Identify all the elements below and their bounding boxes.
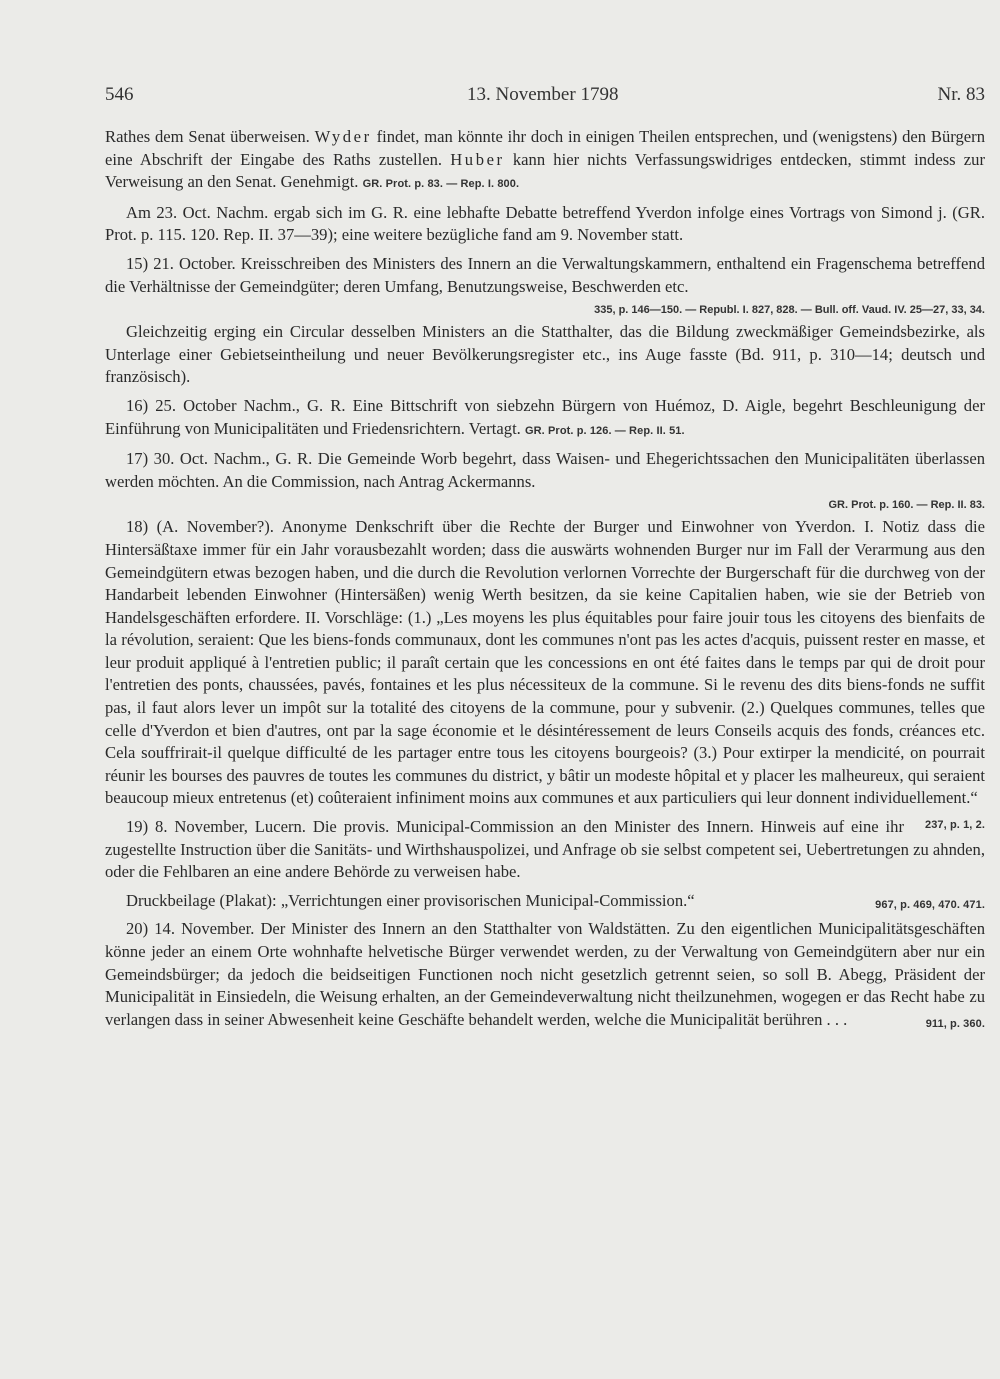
document-body — [105, 126, 985, 1035]
header-date: 13. November 1798 — [467, 84, 619, 105]
paragraph-entry-15: 15) 21. October. Kreisschreiben des Ministers des Innern an die Verwaltungskammern, enthaltend ein Fragenschema betreffend die Verhältnisse der Gemeindgüter; deren Umfang, Benutzungsweise, Beschwerden etc. — [105, 253, 985, 296]
paragraph-entry-19: 19) 8. November, Lucern. Die provis. Municipal-Commission an den Minister des Innern. Hinweis auf eine ihr zugestellte Instruction über die Sanitäts- und Wirthshauspolizei, und Anfrage ob sie selbst competent sei, Uebertretungen zu ahnden, oder die Fehlbaren an eine andere Behörde zu verweisen habe. — [105, 817, 985, 882]
spaced-name: Wyder — [314, 127, 372, 146]
header-document-number: Nr. 83 — [937, 84, 985, 105]
paragraph-entry-16 — [105, 395, 985, 442]
text-run: 16) 25. October Nachm., G. R. Eine Bittschrift von siebzehn Bürgern von Huémoz, D. Aigle, begehrt Beschleunigung der Einführung von Municipalitäten und Friedensrichtern. Vertagt. — [105, 395, 985, 438]
spaced-name: Huber — [450, 149, 505, 169]
source-reference: 967, p. 469, 470. 471. — [875, 898, 985, 911]
text-run: 18) (A. November?). Anonyme Denkschrift über die Rechte der Burger und Einwohner von Yverdon. I. Notiz dass die Hintersäßtaxe immer für ein Jahr vorausbezahlt worden; dass die auswärts wohnenden Burger nur im Fall der Verarmung aus den Gemeindgütern etwas bezogen haben, und die durch die Revolution verlornen Vorrechte der Burgerschaft für die durchweg von der Handarbeit lebenden Einwohner (Hintersäßen) wenig Werth besitzen, da sie keine Capitalien haben, wie sie der Betrieb von Handelsgeschäften erfordere. II. Vorschläge: (1.) „Les moyens les plus équitables pour faire jouir tous les citoyens des bienfaits de la révolution, seraient: Que les biens-fonds communaux, dont les communes n'ont pas les actes d'acquis, puissent rester en masse, et leur produit appliqué à l'entretien public; il paraît certain que les concessions en ont été faites dans le temps par qui de droit pour l'entretien des ponts, chaussées, pavés, fontaines et les plus nécessiteux de la commune. Si le revenu des dits biens-fonds ne suffit pas, il faut alors lever un impôt sur la totalité des citoyens de la commune, pour y subvenir. (2.) Quelques communes, telles que celle d'Yverdon et bien d'autres, ont par la sage économie et le désintéressement de leurs Conseils acquis des fonds, créances etc. Cela souffrirait-il quelque difficulté de les partager entre tous les citoyens bourgeois? (3.) Pour extirper la mendicité, on pourrait réunir les bourses des pauvres de toutes les communes du district, y bâtir un modeste hôpital et y placer les malheureux, qui seraient beaucoup mieux entretenus (et) coûteraient infiniment moins aux communes et aux particuliers qui leur donnent individuellement.“ — [105, 517, 985, 808]
source-reference: 335, p. 146—150. — Republ. I. 827, 828. — Bull. off. Vaud. IV. 25—27, 33, 34. — [594, 304, 985, 317]
source-reference: 911, p. 360. — [925, 1017, 985, 1030]
paragraph-entry-17: 17) 30. Oct. Nachm., G. R. Die Gemeinde Worb begehrt, dass Waisen- und Ehegerichtssachen den Municipalitäten überlassen werden möchten. An die Commission, nach Antrag Ackermanns. — [105, 449, 985, 491]
text-run: 20) 14. November. Der Minister des Innern an den Statthalter von Waldstätten. Zu den eigentlichen Municipalitätsgeschäften könne jeder an einem Orte wohnhafte helvetische Bürger verwendet werden, zu der Verwaltung von Gemeindgütern aber nur ein Gemeindsbürger; da jedoch die beidseitigen Functionen noch nicht gesetzlich getrennt seien, so soll B. Abegg, Präsident der Municipalität in Einsiedeln, die Weisung erhalten, an der Gemeindeverwaltung nicht theilzunehmen, wogegen er das Recht habe zu verlangen dass in seiner Abwesenheit keine Geschäfte behandelt werden, welche die Municipalität berühren . . . — [105, 919, 985, 1029]
text-run: kann hier nichts Verfassungswidriges entdecken, stimmt indess zur Verweisung an den Senat. Genehmigt. — [105, 149, 985, 192]
paragraph-druckbeilage — [105, 890, 985, 913]
source-reference: 237, p. 1, 2. — [924, 819, 985, 832]
paragraph-continuation — [105, 126, 985, 196]
text-run: Rathes dem Senat überweisen. — [105, 127, 315, 146]
paragraph-debate-note: Am 23. Oct. Nachm. ergab sich im G. R. eine lebhafte Debatte betreffend Yverdon infolge eines Vortrags von Simond j. (GR. Prot. p. 115. 120. Rep. II. 37—39); eine weitere bezügliche fand am 9. November statt. — [105, 202, 985, 245]
text-run: findet, man könnte ihr doch in einigen Theilen entsprechen, und (wenigstens) den Bürgern eine Abschrift der Eingabe des Raths zustellen. — [105, 127, 985, 169]
page-number: 546 — [105, 84, 134, 105]
source-reference: GR. Prot. p. 83. — Rep. I. 800. — [362, 178, 520, 191]
text-run: Druckbeilage (Plakat): „Verrichtungen einer provisorischen Municipal-Commission.“ — [126, 890, 695, 910]
paragraph-circular: Gleichzeitig erging ein Circular desselben Ministers an die Statthalter, das die Bildung zweckmäßiger Gemeindsbezirke, als Unterlage einer Gebietseintheilung und neuer Bevölkerungsregister etc., ins Auge fasste (Bd. 911, p. 310—14; deutsch und französisch). — [105, 322, 985, 387]
paragraph-entry-18 — [105, 516, 985, 832]
source-reference: GR. Prot. p. 126. — Rep. II. 51. — [524, 424, 685, 437]
paragraph-entry-20 — [105, 918, 985, 1031]
source-reference: GR. Prot. p. 160. — Rep. II. 83. — [828, 499, 985, 512]
page-header — [105, 84, 985, 114]
